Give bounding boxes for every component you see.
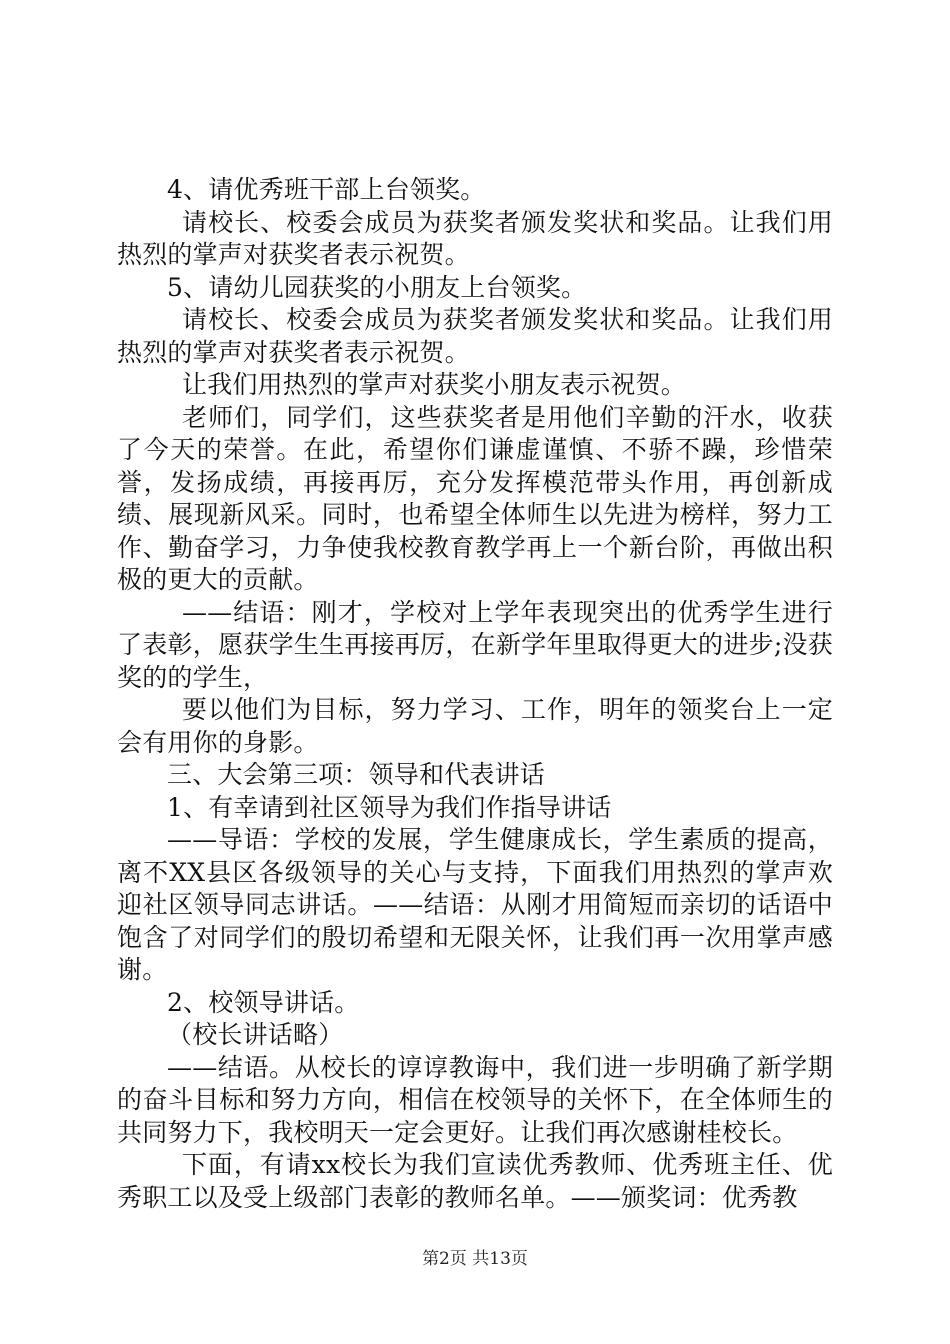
paragraph: ——结语：刚才，学校对上学年表现突出的优秀学生进行了表彰，愿获学生生再接再厉，在新学年里取得更大的进步;没获奖的的学生，: [117, 597, 833, 692]
paragraph: 三、大会第三项：领导和代表讲话: [167, 760, 546, 789]
paragraph: 5、请幼儿园获奖的小朋友上台领奖。: [167, 272, 587, 302]
paragraph: 下面，有请xx校长为我们宣读优秀教师、优秀班主任、优秀职工以及受上级部门表彰的教师名单。——颁奖词：优秀教: [117, 1150, 833, 1212]
paragraph: 4、请优秀班干部上台领奖。: [167, 175, 486, 204]
document-body: [117, 174, 833, 1214]
paragraph: ——导语：学校的发展，学生健康成长，学生素质的提高，离不XX县区各级领导的关心与支持，下面我们用热烈的掌声欢迎社区领导同志讲话。——结语：从刚才用简短而亲切的话语中饱含了对同学们的殷切希望和无限关怀，让我们再一次用掌声感谢。: [117, 825, 833, 984]
paragraph: ——结语。从校长的谆谆教诲中，我们进一步明确了新学期的奋斗目标和努力方向，相信在校领导的关怀下，在全体师生的共同努力下，我校明天一定会更好。让我们再次感谢桂校长。: [117, 1052, 833, 1147]
paragraph: 要以他们为目标，努力学习、工作，明年的领奖台上一定会有用你的身影。: [117, 695, 833, 757]
paragraph: 请校长、校委会成员为获奖者颁发奖状和奖品。让我们用热烈的掌声对获奖者表示祝贺。: [117, 305, 833, 367]
paragraph: 1、有幸请到社区领导为我们作指导讲话: [167, 792, 612, 822]
paragraph: 请校长、校委会成员为获奖者颁发奖状和奖品。让我们用热烈的掌声对获奖者表示祝贺。: [117, 207, 833, 269]
paragraph: 2、校领导讲话。: [167, 987, 360, 1017]
page-footer: 第2页 共13页: [422, 1249, 528, 1269]
paragraph: 让我们用热烈的掌声对获奖小朋友表示祝贺。: [182, 370, 687, 399]
paragraph: 老师们，同学们，这些获奖者是用他们辛勤的汗水，收获了今天的荣誉。在此，希望你们谦虚谨慎、不骄不躁，珍惜荣誉，发扬成绩，再接再厉，充分发挥模范带头作用，再创新成绩、展现新风采。同时，也希望全体师生以先进为榜样，努力工作、勤奋学习，力争使我校教育教学再上一个新台阶，再做出积极的更大的贡献。: [117, 402, 833, 594]
paragraph: （校长讲话略）: [167, 1020, 344, 1049]
